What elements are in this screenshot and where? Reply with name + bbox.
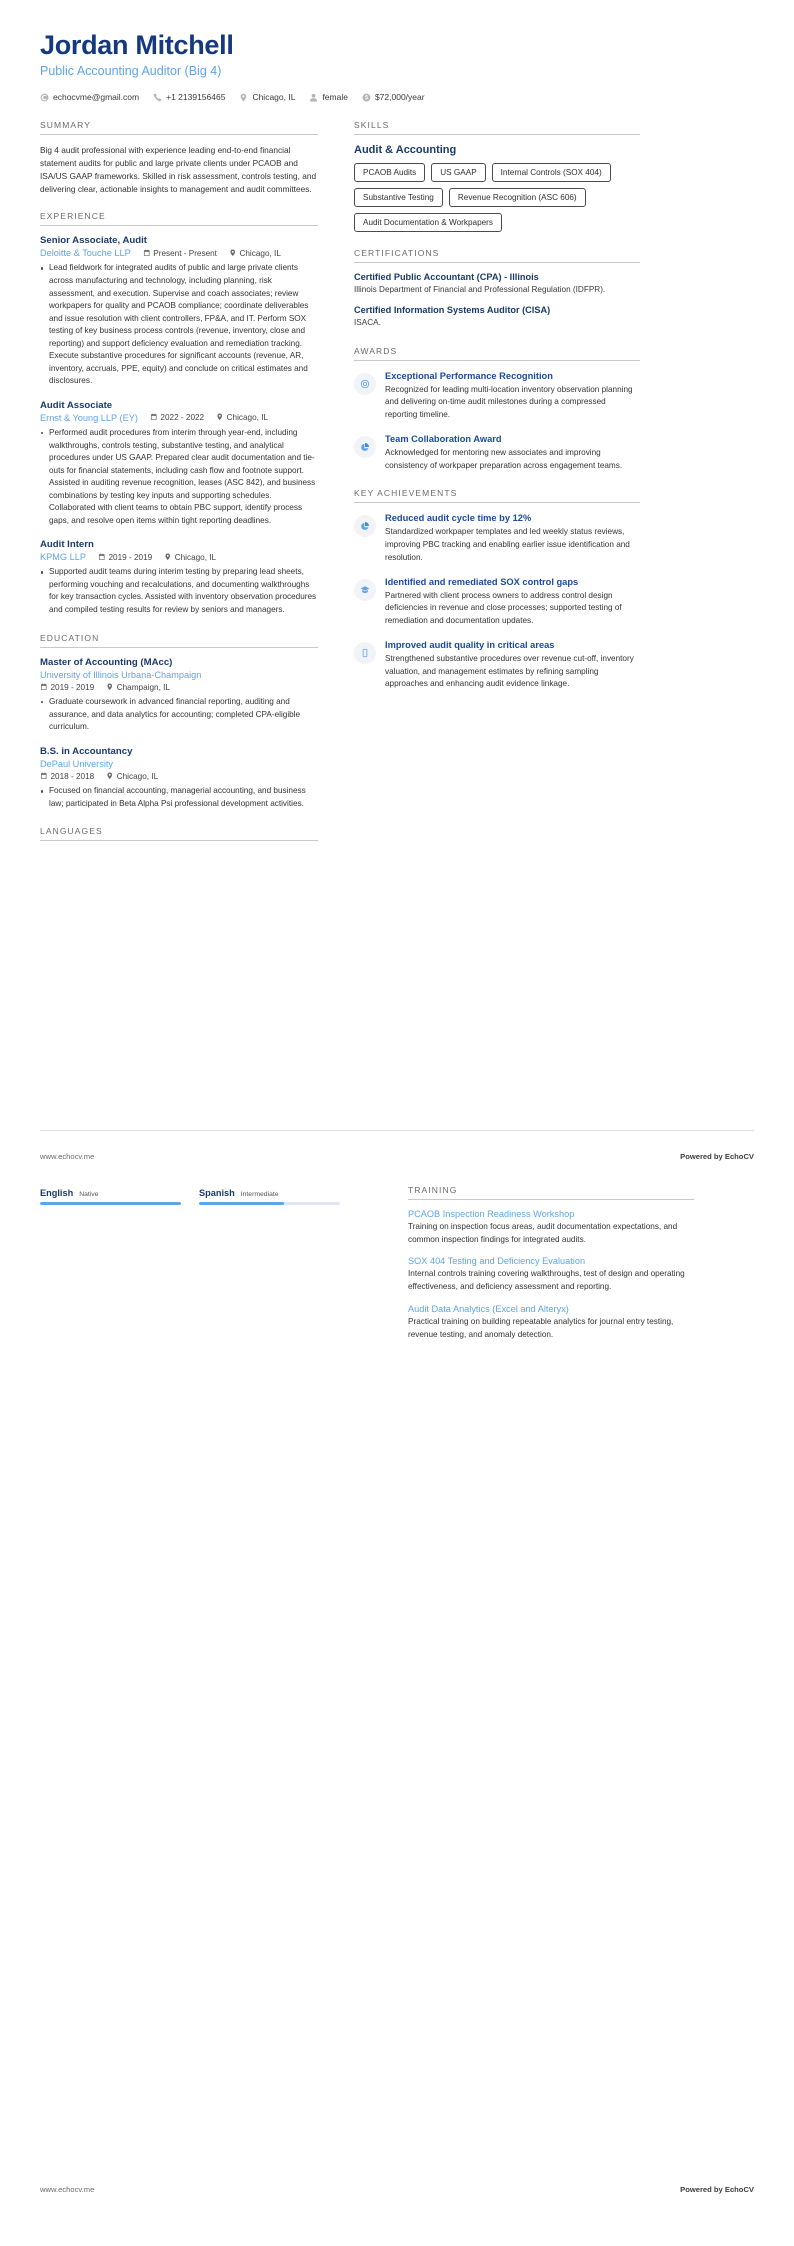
contact-email-value: echocvme@gmail.com — [53, 92, 140, 103]
job-meta — [40, 413, 318, 423]
language-proficiency-bar — [40, 1202, 181, 1205]
achievement-desc: Standardized workpaper templates and led weekly status reviews, improving PBC tracking and enabling earlier issue identification and resolution. — [385, 527, 630, 562]
list-item: Lead fieldwork for integrated audits of public and large private clients across manufacturing and technology, including planning, risk assessment, and execution. Supervise and coach associates; review workpapers for quality and PCAOB compliance; coordinate deliverables and issue resolution with client controllers, FP&A, and IT. Perform SOX testing of key business process controls (revenue, inventory, close and reporting) and support deficiency evaluation and remediation tracking. Execute substantive procedures for significant accounts (revenue, AR, inventory, accruals, PPE, equity) and conclude on critical estimates and disclosures. — [40, 262, 318, 387]
language-item — [40, 1188, 181, 1205]
summary-section — [40, 120, 318, 195]
job-bullets — [40, 262, 318, 387]
divider — [354, 262, 640, 263]
footer-website[interactable]: www.echocv.me — [40, 1152, 95, 1161]
training-name: PCAOB Inspection Readiness Workshop — [408, 1209, 575, 1219]
education-meta — [40, 772, 318, 782]
divider — [354, 360, 640, 361]
divider — [40, 647, 318, 648]
achievement-item — [354, 576, 640, 628]
achievement-body — [385, 576, 640, 628]
certification-name: Certified Information Systems Auditor (CISA) — [354, 305, 551, 316]
divider — [40, 225, 318, 226]
award-body — [385, 370, 640, 422]
calendar-icon — [98, 553, 106, 563]
language-proficiency-fill — [199, 1202, 284, 1205]
page-footer — [40, 1152, 754, 1161]
training-desc: Internal controls training covering walkthroughs, test of design and operating effectiveness, and deficiency assessment and reporting. — [408, 1269, 685, 1292]
language-name: English — [40, 1188, 74, 1198]
key-achievements-section — [354, 488, 640, 691]
location-icon — [164, 553, 172, 563]
experience-entry — [40, 539, 318, 616]
contact-location-value: Chicago, IL — [252, 92, 296, 103]
skills-section — [354, 120, 640, 232]
list-item: Performed audit procedures from interim through year-end, including walkthroughs, controls testing, substantive testing, and analytical procedures under US GAAP. Prepared clear audit documentation and tie-outs for financial statements, including cash flow and footnote support. Assisted in auditing revenue recognition, leases (ASC 842), and business combinations by testing key inputs and supporting schedules. Collaborated with client teams to obtain PBC support, identify process gaps, and resolve open items within tight reporting deadlines. — [40, 427, 318, 527]
skill-chips — [354, 163, 640, 232]
awards-heading: AWARDS — [354, 345, 398, 356]
skill-chip: Revenue Recognition (ASC 606) — [449, 188, 586, 207]
list-item: Supported audit teams during interim testing by preparing lead sheets, performing vouching and recalculations, and documenting walkthroughs for key transaction cycles. Assisted with inventory observation procedures and compiled testing results for review by seniors and managers. — [40, 566, 318, 616]
education-dates — [40, 683, 94, 693]
calendar-icon — [150, 413, 158, 423]
job-title: Public Accounting Auditor (Big 4) — [40, 64, 222, 79]
experience-entry — [40, 235, 318, 387]
education-entry — [40, 657, 318, 734]
experience-entry — [40, 400, 318, 527]
education-entry — [40, 746, 318, 811]
calendar-icon — [40, 772, 48, 782]
language-proficiency-bar — [199, 1202, 340, 1205]
achievement-desc: Strengthened substantive procedures over revenue cut-off, inventory valuation, and management estimates by refining sampling approaches and enhancing audit evidence linkage. — [385, 653, 634, 689]
certifications-section — [354, 248, 640, 330]
job-dates-value: 2022 - 2022 — [160, 413, 205, 423]
location-icon — [229, 249, 237, 259]
job-location — [164, 553, 216, 563]
experience-section — [40, 211, 318, 616]
experience-heading: EXPERIENCE — [40, 211, 106, 222]
contact-salary — [362, 92, 425, 102]
right-column — [340, 120, 640, 707]
location-icon — [216, 413, 224, 423]
award-name: Exceptional Performance Recognition — [385, 370, 553, 381]
certification-item — [354, 305, 640, 329]
location-icon — [239, 93, 248, 102]
training-name: Audit Data Analytics (Excel and Alteryx) — [408, 1303, 569, 1314]
languages-list — [40, 1188, 340, 1205]
salary-icon — [362, 93, 371, 102]
contact-phone[interactable] — [153, 92, 225, 102]
company-name: Deloitte & Touche LLP — [40, 248, 131, 259]
footer-brand: Powered by EchoCV — [680, 1152, 754, 1161]
list-item: Focused on financial accounting, managerial accounting, and business law; participated in Beta Alpha Psi professional development activities. — [40, 785, 318, 810]
divider — [40, 134, 318, 135]
skill-chip: PCAOB Audits — [354, 163, 425, 182]
location-icon — [106, 683, 114, 693]
languages-heading: LANGUAGES — [40, 826, 103, 837]
footer-brand: Powered by EchoCV — [680, 2185, 754, 2194]
education-dates-value: 2018 - 2018 — [50, 771, 95, 781]
job-location — [216, 413, 268, 423]
training-item — [408, 1304, 694, 1341]
divider — [408, 1199, 694, 1200]
location-icon — [106, 772, 114, 782]
achievement-desc: Partnered with client process owners to address control design deficiencies in revenue and close processes; supported testing of remediation and documentation updates. — [385, 590, 622, 626]
achievement-name: Improved audit quality in critical areas — [385, 639, 555, 650]
achievement-name: Reduced audit cycle time by 12% — [385, 513, 532, 524]
job-dates — [143, 249, 217, 259]
resume-header — [0, 0, 794, 102]
divider — [354, 502, 640, 503]
education-location — [106, 683, 170, 693]
calendar-icon — [40, 683, 48, 693]
skills-heading: SKILLS — [354, 120, 390, 131]
school-name: DePaul University — [40, 758, 114, 769]
calendar-icon — [143, 249, 151, 259]
content-columns — [0, 102, 794, 857]
award-desc: Recognized for leading multi-location inventory observation planning and delivering on-time audit milestones during a compressed reporting timeline. — [385, 384, 633, 420]
job-bullets — [40, 427, 318, 527]
training-item — [408, 1209, 694, 1246]
achievement-item — [354, 639, 640, 691]
education-section — [40, 633, 318, 811]
education-bullets — [40, 785, 318, 810]
job-bullets — [40, 566, 318, 616]
certification-issuer: Illinois Department of Financial and Professional Regulation (IDFPR). — [354, 285, 606, 295]
job-location — [229, 249, 281, 259]
list-item: Graduate coursework in advanced financial reporting, auditing and assurance, and data analytics for accounting; completed CPA-eligible curriculum. — [40, 696, 318, 734]
training-heading: TRAINING — [408, 1185, 458, 1195]
divider — [40, 840, 318, 841]
footer-divider — [40, 1130, 754, 1131]
achievement-body — [385, 639, 640, 691]
company-name: Ernst & Young LLP (EY) — [40, 412, 138, 423]
job-meta — [40, 552, 318, 562]
skill-chip: US GAAP — [431, 163, 485, 182]
job-role: Audit Associate — [40, 399, 113, 411]
training-section — [394, 1185, 694, 1351]
certification-name: Certified Public Accountant (CPA) - Illinois — [354, 272, 539, 283]
contact-salary-value: $72,000/year — [374, 92, 425, 103]
certification-issuer: ISACA. — [354, 318, 381, 328]
language-proficiency-fill — [40, 1202, 181, 1205]
job-dates-value: 2019 - 2019 — [108, 552, 153, 562]
footer-website[interactable]: www.echocv.me — [40, 2185, 95, 2194]
divider — [354, 134, 640, 135]
education-location — [106, 772, 158, 782]
job-dates-value: Present - Present — [153, 248, 217, 258]
job-location-value: Chicago, IL — [239, 248, 281, 258]
skill-chip: Internal Controls (SOX 404) — [492, 163, 611, 182]
page-title: Jordan Mitchell — [40, 30, 234, 60]
school-name: University of Illinois Urbana-Champaign — [40, 669, 202, 680]
certification-item — [354, 272, 640, 296]
job-location-value: Chicago, IL — [226, 413, 269, 423]
contact-location — [239, 92, 295, 102]
target-icon — [354, 373, 376, 395]
education-dates — [40, 772, 94, 782]
job-role: Senior Associate, Audit — [40, 235, 147, 247]
education-dates-value: 2019 - 2019 — [50, 682, 95, 692]
training-item — [408, 1256, 694, 1293]
contact-email[interactable] — [40, 92, 139, 102]
languages-heading-section — [40, 826, 318, 841]
contact-phone-value: +1 2139156465 — [166, 92, 226, 103]
phone-icon — [153, 93, 162, 102]
achievement-item — [354, 512, 640, 564]
language-head — [40, 1188, 181, 1198]
achievement-body — [385, 512, 640, 564]
degree-name: B.S. in Accountancy — [40, 745, 133, 757]
languages-section — [40, 1188, 340, 1205]
pie-chart-icon — [354, 515, 376, 537]
skill-chip: Audit Documentation & Workpapers — [354, 213, 502, 232]
education-location-value: Chicago, IL — [116, 771, 159, 781]
language-head — [199, 1188, 340, 1198]
award-item — [354, 370, 640, 422]
contact-gender — [309, 92, 348, 102]
left-column — [40, 120, 340, 857]
achievement-name: Identified and remediated SOX control gaps — [385, 576, 579, 587]
skill-group-name: Audit & Accounting — [354, 144, 457, 157]
language-level: Intermediate — [240, 1191, 279, 1198]
job-role: Audit Intern — [40, 539, 94, 551]
pie-chart-icon — [354, 436, 376, 458]
education-location-value: Champaign, IL — [116, 682, 170, 692]
company-name: KPMG LLP — [40, 552, 86, 563]
awards-section — [354, 346, 640, 473]
key-achievements-heading: KEY ACHIEVEMENTS — [354, 488, 458, 499]
person-icon — [309, 93, 318, 102]
contact-gender-value: female — [322, 92, 348, 103]
training-desc: Training on inspection focus areas, audit documentation expectations, and common inspection findings for integrated audits. — [408, 1222, 678, 1244]
job-dates — [98, 553, 152, 563]
skill-chip: Substantive Testing — [354, 188, 443, 207]
language-level: Native — [79, 1191, 99, 1198]
contact-row — [40, 92, 754, 102]
job-dates — [150, 413, 204, 423]
page-footer — [40, 2185, 754, 2194]
job-location-value: Chicago, IL — [174, 552, 217, 562]
award-item — [354, 433, 640, 472]
award-body — [385, 433, 640, 472]
language-item — [199, 1188, 340, 1205]
education-meta — [40, 683, 318, 693]
education-bullets — [40, 696, 318, 734]
summary-text: Big 4 audit professional with experience leading end-to-end financial statement audits for public and large private clients under PCAOB and ISA/US GAAP frameworks. Skilled in risk assessment, controls testing, and delivering clear, actionable insights to management and audit committees. — [40, 145, 317, 194]
award-desc: Acknowledged for mentoring new associates and improving consistency of workpaper preparation across engagement teams. — [385, 447, 623, 470]
email-icon — [40, 93, 49, 102]
training-desc: Practical training on building repeatable analytics for journal entry testing, revenue testing, and anomaly detection. — [408, 1316, 674, 1339]
summary-heading: SUMMARY — [40, 120, 91, 131]
award-name: Team Collaboration Award — [385, 433, 502, 444]
education-heading: EDUCATION — [40, 632, 100, 643]
language-name: Spanish — [199, 1188, 235, 1198]
graduation-cap-icon — [354, 579, 376, 601]
certifications-heading: CERTIFICATIONS — [354, 248, 440, 259]
degree-name: Master of Accounting (MAcc) — [40, 656, 173, 668]
training-name: SOX 404 Testing and Deficiency Evaluation — [408, 1256, 586, 1267]
book-icon — [354, 642, 376, 664]
job-meta — [40, 248, 318, 258]
